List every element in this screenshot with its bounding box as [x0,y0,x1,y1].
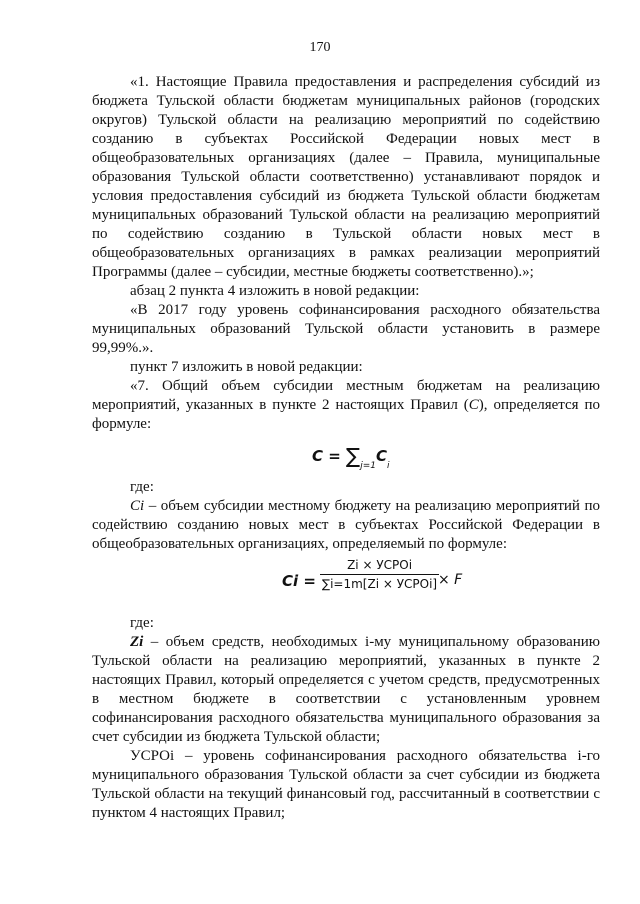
formula2-lhs: Ci = [282,572,316,590]
paragraph-usro-definition [92,747,600,823]
clause-7-text-b: ), определяется по формуле: [92,397,601,432]
document-body [92,73,600,823]
paragraph-amend-item-4: абзац 2 пункта 4 изложить в новой редакции: [130,283,420,299]
paragraph-amend-item-7: пункт 7 изложить в новой редакции: [130,359,363,375]
clause-7-text-a: «7. Общий объем субсидии местным бюджетам на реализацию мероприятий, указанных в пункте 2 настоящих Правил ( [92,378,600,413]
where-label-1: где: [130,479,154,495]
where-label-2: где: [130,615,154,631]
paragraph-ci-definition [92,497,600,554]
formula-total-subsidy [92,434,600,478]
formula2-numerator: Zi × УСРОi [320,558,439,575]
usro-definition-text: – уровень софинансирования расходного обязательства i-го муниципального образования Тульской области за счет субсидии из бюджета Тульской области на текущий финансовый год, рассчитанный в соответствии с пунктом 4 настоящих Правил; [92,748,600,821]
variable-c: С [468,397,479,413]
formula2-fraction [320,558,439,591]
formula1-term: C [375,447,387,465]
summation-index: j=1 [360,461,376,471]
variable-ci: Сi [130,498,145,514]
paragraph-zi-definition [92,633,600,747]
formula1-lhs: C = [312,447,347,465]
ci-definition-text: – объем субсидии местному бюджету на реализацию мероприятий по содействию созданию новых мест в субъектах Российской Федерации в общеобразовательных организациях, определяемый по формуле: [92,498,600,552]
variable-usro: УСРОi [130,748,175,764]
formula2-denominator: ∑i=1m[Zi × УСРОi] [322,577,438,591]
page-number: 170 [309,40,331,55]
variable-zi: Zi [130,634,144,650]
paragraph-clause-7 [92,377,600,434]
formula-ci [92,554,600,614]
zi-definition-text: – объем средств, необходимых i-му муниципальному образованию Тульской области на реализацию мероприятий, указанных в пункте 2 настоящих Правил, который определяется с учетом средств, предусмотренных в местном бюджете в соответствии с установленным уровнем софинансирования расходного обязательства муниципального образования за счет субсидии из бюджета Тульской области; [92,634,600,745]
paragraph-rules-clause-1: «1. Настоящие Правила предоставления и распределения субсидий из бюджета Тульской области бюджетам муниципальных районов (городских округов) Тульской области на реализацию мероприятий по содействию созданию в субъектах Российской Федерации новых мест в общеобразовательных организациях (далее – Правила, муниципальные образования Тульской области соответственно) устанавливают порядок и условия предоставления субсидий из бюджета Тульской области бюджетам муниципальных образований Тульской области на реализацию мероприятий по содействию созданию в Тульской области новых мест в общеобразовательных организациях в рамках реализации мероприятий Программы (далее – субсидии, местные бюджеты соответственно).»; [92,74,600,280]
paragraph-cofinancing-2017: «В 2017 году уровень софинансирования расходного обязательства муниципальных образований Тульской области установить в размере 99,99%.». [92,302,600,356]
summation-sign: ∑ [346,444,361,468]
formula2-rhs: × F [438,572,463,588]
formula1-term-subscript: i [386,461,390,471]
